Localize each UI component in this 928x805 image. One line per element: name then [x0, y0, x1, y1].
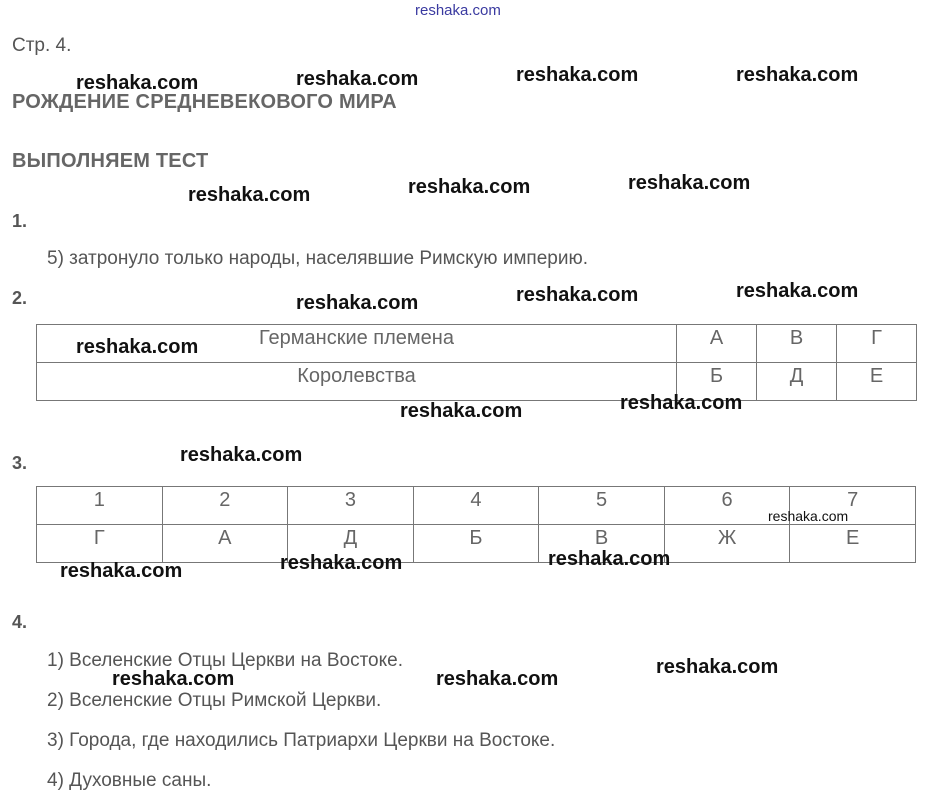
table-header-cell: 6	[664, 487, 790, 525]
watermark: reshaka.com	[296, 68, 419, 90]
watermark: reshaka.com	[656, 656, 779, 678]
watermark: reshaka.com	[736, 280, 859, 302]
table-cell: Г	[37, 525, 163, 563]
watermark: reshaka.com	[296, 292, 419, 314]
question-4-item-3: 3) Города, где находились Патриархи Церкви на Востоке.	[47, 730, 556, 751]
table-cell: Б	[413, 525, 539, 563]
watermark: reshaka.com	[280, 552, 403, 574]
question-4-number: 4.	[12, 612, 28, 632]
watermark: reshaka.com	[180, 444, 303, 466]
table-cell: Е	[790, 525, 916, 563]
table-cell: Д	[757, 363, 837, 401]
watermark: reshaka.com	[76, 72, 199, 94]
watermark: reshaka.com	[188, 184, 311, 206]
watermark: reshaka.com	[436, 668, 559, 690]
page-number: Стр. 4.	[12, 35, 72, 56]
question-4-item-1: 1) Вселенские Отцы Церкви на Востоке.	[47, 650, 403, 671]
table-cell: Б	[677, 363, 757, 401]
table-header-cell: 2	[162, 487, 288, 525]
table-cell: Д	[288, 525, 414, 563]
watermark: reshaka.com	[768, 508, 849, 524]
table-cell: В	[757, 325, 837, 363]
watermark: reshaka.com	[60, 560, 183, 582]
table-cell: Германские племена	[37, 325, 677, 363]
site-watermark-top: reshaka.com	[415, 2, 501, 19]
question-4-item-2: 2) Вселенские Отцы Римской Церкви.	[47, 690, 382, 711]
watermark: reshaka.com	[516, 284, 639, 306]
question-2-number: 2.	[12, 288, 28, 308]
watermark: reshaka.com	[400, 400, 523, 422]
watermark: reshaka.com	[408, 176, 531, 198]
table-cell: А	[162, 525, 288, 563]
table-cell: Г	[837, 325, 917, 363]
watermark: reshaka.com	[628, 172, 751, 194]
chapter-title: РОЖДЕНИЕ СРЕДНЕВЕКОВОГО МИРА	[12, 91, 397, 113]
section-title: ВЫПОЛНЯЕМ ТЕСТ	[12, 150, 209, 172]
watermark: reshaka.com	[76, 336, 199, 358]
watermark: reshaka.com	[112, 668, 235, 690]
table-cell: В	[539, 525, 665, 563]
table-cell: А	[677, 325, 757, 363]
table-row	[37, 525, 916, 563]
table-cell: Королевства	[37, 363, 677, 401]
watermark: reshaka.com	[548, 548, 671, 570]
watermark: reshaka.com	[620, 392, 743, 414]
question-1-number: 1.	[12, 211, 28, 231]
table-header-cell: 7	[790, 487, 916, 525]
question-3-table	[36, 486, 916, 563]
watermark: reshaka.com	[516, 64, 639, 86]
table-row	[37, 363, 917, 401]
table-header-cell: 1	[37, 487, 163, 525]
table-header-cell: 4	[413, 487, 539, 525]
table-cell: Ж	[664, 525, 790, 563]
table-header-cell: 5	[539, 487, 665, 525]
table-header-cell: 3	[288, 487, 414, 525]
table-cell: Е	[837, 363, 917, 401]
watermark: reshaka.com	[736, 64, 859, 86]
question-3-number: 3.	[12, 453, 28, 473]
question-4-item-4: 4) Духовные саны.	[47, 770, 212, 791]
question-1-answer: 5) затронуло только народы, населявшие Римскую империю.	[47, 248, 588, 269]
